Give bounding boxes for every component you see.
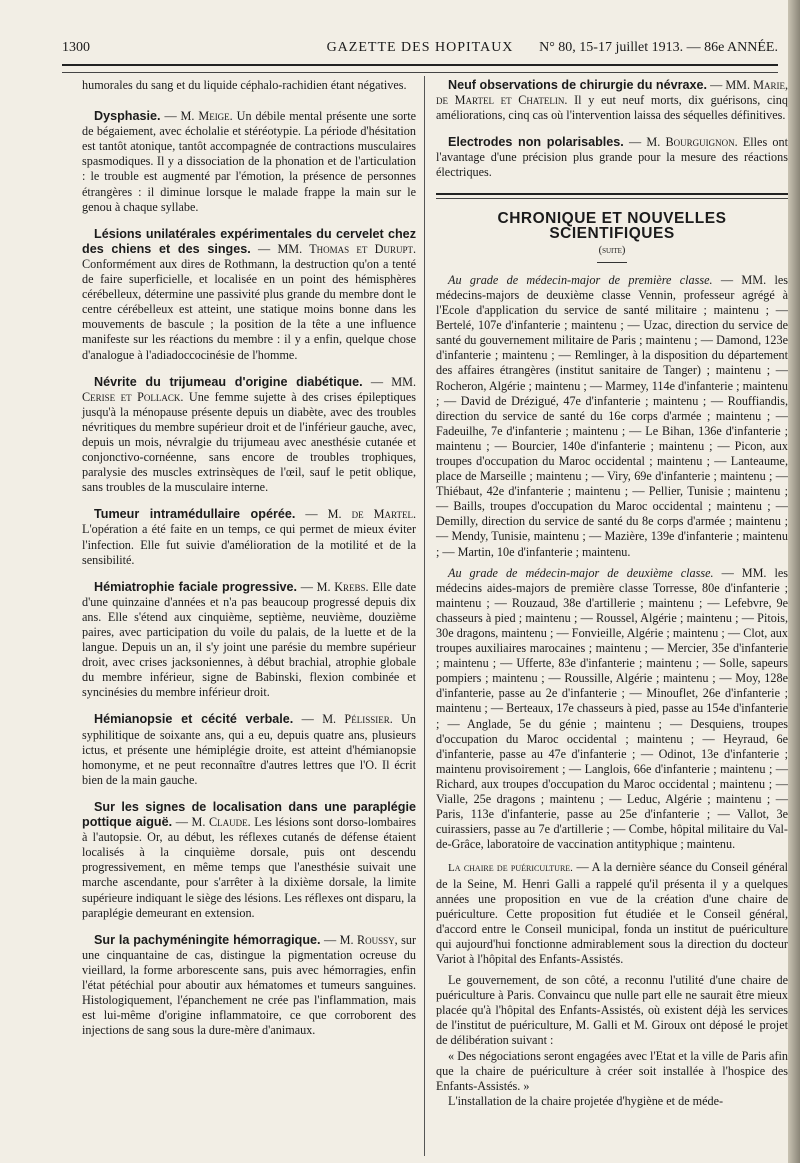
article-title: Neuf observations de chirurgie du névraxe. [448, 78, 708, 92]
article-pachymeningite [82, 933, 416, 1039]
article-chirurgie-nevraxe [436, 78, 788, 123]
article-author: — M. Meige. [164, 109, 233, 124]
paragraph-lead: Au grade de médecin-major de deuxième classe. [448, 565, 714, 580]
article-title: Sur les signes de localisation dans une paraplégie pottique aiguë. [82, 799, 416, 830]
article-hemiatrophie-faciale [82, 580, 416, 701]
article-text: sur une cinquantaine de cas, distingue la pigmentation ocreuse du vieillard, la forme arborescente sans, puis avec hémorragies, enfin l'état pétéchial pour aboutir aux hématomes et tumeurs sanguines. Histologiquement, l'épanchement ne crée pas l'inflammation, mais est lui-même d'origine inflammatoire, ce que corroborent des injections de sang sous la dure-mère d'animaux. [82, 932, 417, 1038]
chronique-paragraph [436, 1049, 788, 1094]
paragraph-text: — MM. les médecins-majors de deuxième classe Vennin, professeur agrégé à l'Ecole d'application du service de santé militaire ; maintenu ; — Bertelé, 107e d'infanterie ; maintenu ; — Uzac, direction du service de santé du gouvernement militaire de Paris ; maintenu ; — Damond, 123e d'infanterie ; maintenu ; — Remlinger, à la disposition du département des affaires étrangères (institut sanitaire de Tanger) ; maintenu ; — Rocheron, Algérie ; maintenu ; — Marmey, 114e d'infanterie ; maintenu ; — David de Drézigué, 47e d'infanterie ; maintenu ; — Rouffiandis, direction du service de santé du 16e corps d'armée ; maintenu ; — Fadeuilhe, 7e d'infanterie ; maintenu ; — Le Bihan, 136e d'infanterie ; maintenu ; — Bourcier, 140e d'infanterie ; maintenu ; — Picon, aux troupes d'occupation du Maroc occidental ; maintenu ; — Lanteaume, place de Marseille ; maintenu ; — Viry, 69e d'infanterie ; maintenu ; — Thiébaut, 42e d'infanterie ; maintenu ; — Pellier, Tunisie ; maintenu ; — Baills, troupes d'occupation du Maroc occidental ; maintenu ; — Demilly, direction du service de santé du 8e corps d'armée ; maintenu ; — Mendy, Tunisie, maintenu ; — Mazière, 139e d'infanterie ; maintenu ; — Martin, 10e d'infanterie ; maintenu. [436, 272, 789, 559]
article-nevrite-trijumeau [82, 375, 416, 496]
page-edge-shadow [788, 0, 800, 1163]
article-text: Une femme sujette à des crises épileptiques jusqu'à la ménopause présente depuis un diabète, avec des troubles névritiques du membre supérieur droit et de l'inférieur gauche, avec, depuis un mois, névralgie du trijumeau avec anesthésie cutanée et conjonctivo-cornéenne, sans encore de troubles trophiques, paralysie des muscles extrinsèques de l'œil, sauf le petit oblique, sans troubles de la musculaire interne. [82, 389, 416, 495]
article-author: — MM. Cerise et Pollack. [82, 374, 416, 404]
article-hemianopsie [82, 712, 416, 787]
article-title: Lésions unilatérales expérimentales du cervelet chez des chiens et des singes. [82, 226, 416, 256]
article-text: Conformément aux dires de Rothmann, la destruction qu'on a tenté de faire superficielle, et localisée en un point des hémisphères cérébelleux, détermine une passivité plus grande du membre dont le centre cérébelleux est atteint, une statique moins bonne dans les mouvements de bascule ; la position de la tête a une influence manifeste sur les réactions du membre : il y a enfin, quelque chose d'analogue à l'adiadoccocinésie de l'homme. [82, 256, 416, 362]
left-column [82, 78, 416, 1050]
continued-text: humorales du sang et du liquide céphalo-rachidien étant négatives. [82, 78, 407, 92]
paragraph-text: L'installation de la chaire projetée d'hygiène et de méde- [448, 1093, 724, 1108]
article-title: Dysphasie. [94, 109, 161, 124]
header-rule [62, 64, 778, 73]
journal-title: GAZETTE DES HOPITAUX [326, 40, 514, 55]
article-title: Hémiatrophie faciale progressive. [94, 579, 297, 594]
section-title-rule [597, 262, 627, 263]
article-author: — M. Bourguignon. [628, 135, 738, 150]
article-author: — M. Roussy, [324, 932, 398, 947]
chronique-paragraph [436, 1094, 788, 1109]
page-header [62, 40, 778, 62]
article-text: Elles ont l'avantage d'une précision plus grande pour la mesure des réactions électriques. [436, 135, 788, 180]
article-title: Tumeur intramédullaire opérée. [94, 507, 296, 522]
page-number: 1300 [62, 40, 90, 55]
article-text: Un débile mental présente une sorte de bégaiement, avec écholalie et stéréotypie. La période d'hésitation est tantôt atonique, tantôt accompagnée de contractions musculaires spasmodiques. Il y a dissociation de la phonation et de l'articulation : le trouble est augmenté par l'émotion, la présence de personnes étrangères : il diminue lorsque le malade frappe la main sur le genou à chaque syllabe. [82, 109, 417, 214]
article-text: Les lésions sont dorso-lombaires à l'autopsie. Or, au début, les réflexes cutanés de défense étaient localisés à la cinquième dorsale, puis ont descendu progressivement, en même temps que l'anesthésie suivait une marche ascendante, pour s'arrêter à la dixième dorsale, la limite supérieure indiquant le siège des lésions. Les réflexes ont disparu, la paraplégie demeurant en extension. [82, 815, 416, 920]
article-author: — M. Pélissier. [301, 712, 393, 727]
chronique-paragraph [436, 973, 788, 1048]
section-subtitle: (suite) [598, 244, 626, 256]
article-electrodes [436, 135, 788, 180]
article-paraplegie-pottique [82, 800, 416, 921]
article-author: — MM. Thomas et Durupt. [258, 241, 417, 256]
article-text: Il y eut neuf morts, dix guérisons, cinq améliorations, cinq cas où l'intervention laissa des séquelles définitives. [436, 93, 788, 123]
right-column [436, 78, 788, 1109]
paragraph-text: — MM. les médecins aides-majors de première classe Torresse, 80e d'infanterie ; maintenu ; — Rouzaud, 38e d'artillerie ; maintenu ; — Lefebvre, 9e chasseurs à pied ; maintenu ; — Roussel, Algérie ; maintenu ; — Pitois, 30e dragons, maintenu ; — Fonvieille, Algérie ; maintenu ; — Clot, aux troupes auxiliaires marocaines ; maintenu ; — Mercier, 35e d'infanterie ; maintenu ; — Ufferte, 83e d'infanterie ; maintenu ; — Solle, sapeurs pompiers ; maintenu ; — Roussille, Algérie ; maintenu ; — Moy, 128e d'infanterie, passe au 2e d'infanterie ; — Minouflet, 26e d'infanterie ; maintenu ; — Berteaux, 17e chasseurs à pied, passe au 154e d'infanterie ; — Anglade, 5e du génie ; maintenu ; — Desquiens, troupes d'occupation du Maroc occidental ; maintenu ; — Heyraud, 6e d'infanterie, passe au 47e d'infanterie ; — Odinot, 13e d'infanterie ; maintenu provisoirement ; — Langlois, 66e d'infanterie ; maintenu ; — Richard, aux troupes d'occupation du Maroc occidental ; maintenu ; — Vialle, 25e dragons ; maintenu ; — Leduc, Algérie ; maintenu ; — Paris, 113e d'infanterie, passe au 25e d'infanterie ; — Vallot, 3e cuirassiers, passe au 7e d'artillerie ; — Combe, hôpital militaire du Val-de-Grâce, laboratoire de vaccination antityphique ; maintenu. [436, 565, 788, 852]
article-author: — M. Claude. [175, 815, 251, 830]
paragraph-text: — A la dernière séance du Conseil général de la Seine, M. Henri Galli a rappelé qu'il présenta il y a quelques années une proposition en vue de la création d'une chaire de puériculture. Cette proposition fut étudiée et le Conseil général, d'accord entre le Conseil municipal, fonda un institut de puériculture qui aujourd'hui fonctionne admirablement sous la direction du docteur Variot à l'hôpital des Enfants-Assistés. [436, 860, 788, 966]
paragraph-lead: Au grade de médecin-major de première classe. [448, 272, 713, 287]
section-rule [436, 193, 788, 199]
chronique-paragraph [436, 860, 788, 967]
article-title: Electrodes non polarisables. [448, 135, 624, 150]
article-dysphasie [82, 109, 416, 215]
article-title: Sur la pachyméningite hémorragique. [94, 932, 321, 947]
article-title: Névrite du trijumeau d'origine diabétique. [94, 374, 363, 389]
chronique-paragraph [436, 273, 788, 560]
article-author: — M. Krebs. [300, 579, 369, 594]
article-author: — MM. Marie, de Martel et Chatelin. [436, 78, 788, 108]
article-text: Un syphilitique de soixante ans, qui a eu, depuis quatre ans, plusieurs ictus, et présente une hémiplégie droite, est atteint d'hémianopsie homonyme, et ne peut reconnaître d'autres lettres que l'O. Il écrit bien de la main gauche. [82, 712, 417, 787]
paragraph-text: Le gouvernement, de son côté, a reconnu l'utilité d'une chaire de puériculture à Paris. Convaincu que nulle part elle ne saurait être mieux placée qu'à l'hôpital des Enfants-Assistés, où existent déjà les services de l'institut de puériculture, M. Galli et M. Giroux ont déposé le projet de délibération suivant : [436, 973, 788, 1048]
article-author: — M. de Martel. [305, 507, 417, 522]
article-text: L'opération a été faite en un temps, ce qui permet de mieux éviter l'infection. Elle fut suivie d'amélioration de la motilité et de la sensibilité. [82, 522, 416, 567]
article-lesions-cervelet [82, 227, 416, 363]
article-title: Hémianopsie et cécité verbale. [94, 712, 294, 727]
column-divider [424, 76, 425, 1156]
section-title: CHRONIQUE ET NOUVELLES SCIENTIFIQUES [497, 209, 727, 242]
chronique-paragraph [436, 566, 788, 853]
paragraph-text: « Des négociations seront engagées avec l'Etat et la ville de Paris afin que la chaire de puériculture à créer soit installée à l'hospice des Enfants-Assistés. » [436, 1048, 788, 1093]
paragraph-lead: La chaire de puériculture. [448, 862, 573, 875]
article-text: Elle date d'une quinzaine d'années et n'a pas beaucoup progressé depuis dix ans. Elle s'étend aux cinquième, septième, neuvième, douzième paires, avec participation du voile du palais, de la luette et de la langue. Depuis un an, il s'y joint une parésie du membre supérieur droit, avec crises jacksoniennes, à début brachial, atrophie globale du membre inférieur, signe de Babinski, flexion combinée et syncinésies du membre inférieur droit. [82, 579, 416, 700]
issue-info: N° 80, 15-17 juillet 1913. — 86e ANNÉE. [539, 40, 778, 55]
article-tumeur-intramedullaire [82, 507, 416, 567]
